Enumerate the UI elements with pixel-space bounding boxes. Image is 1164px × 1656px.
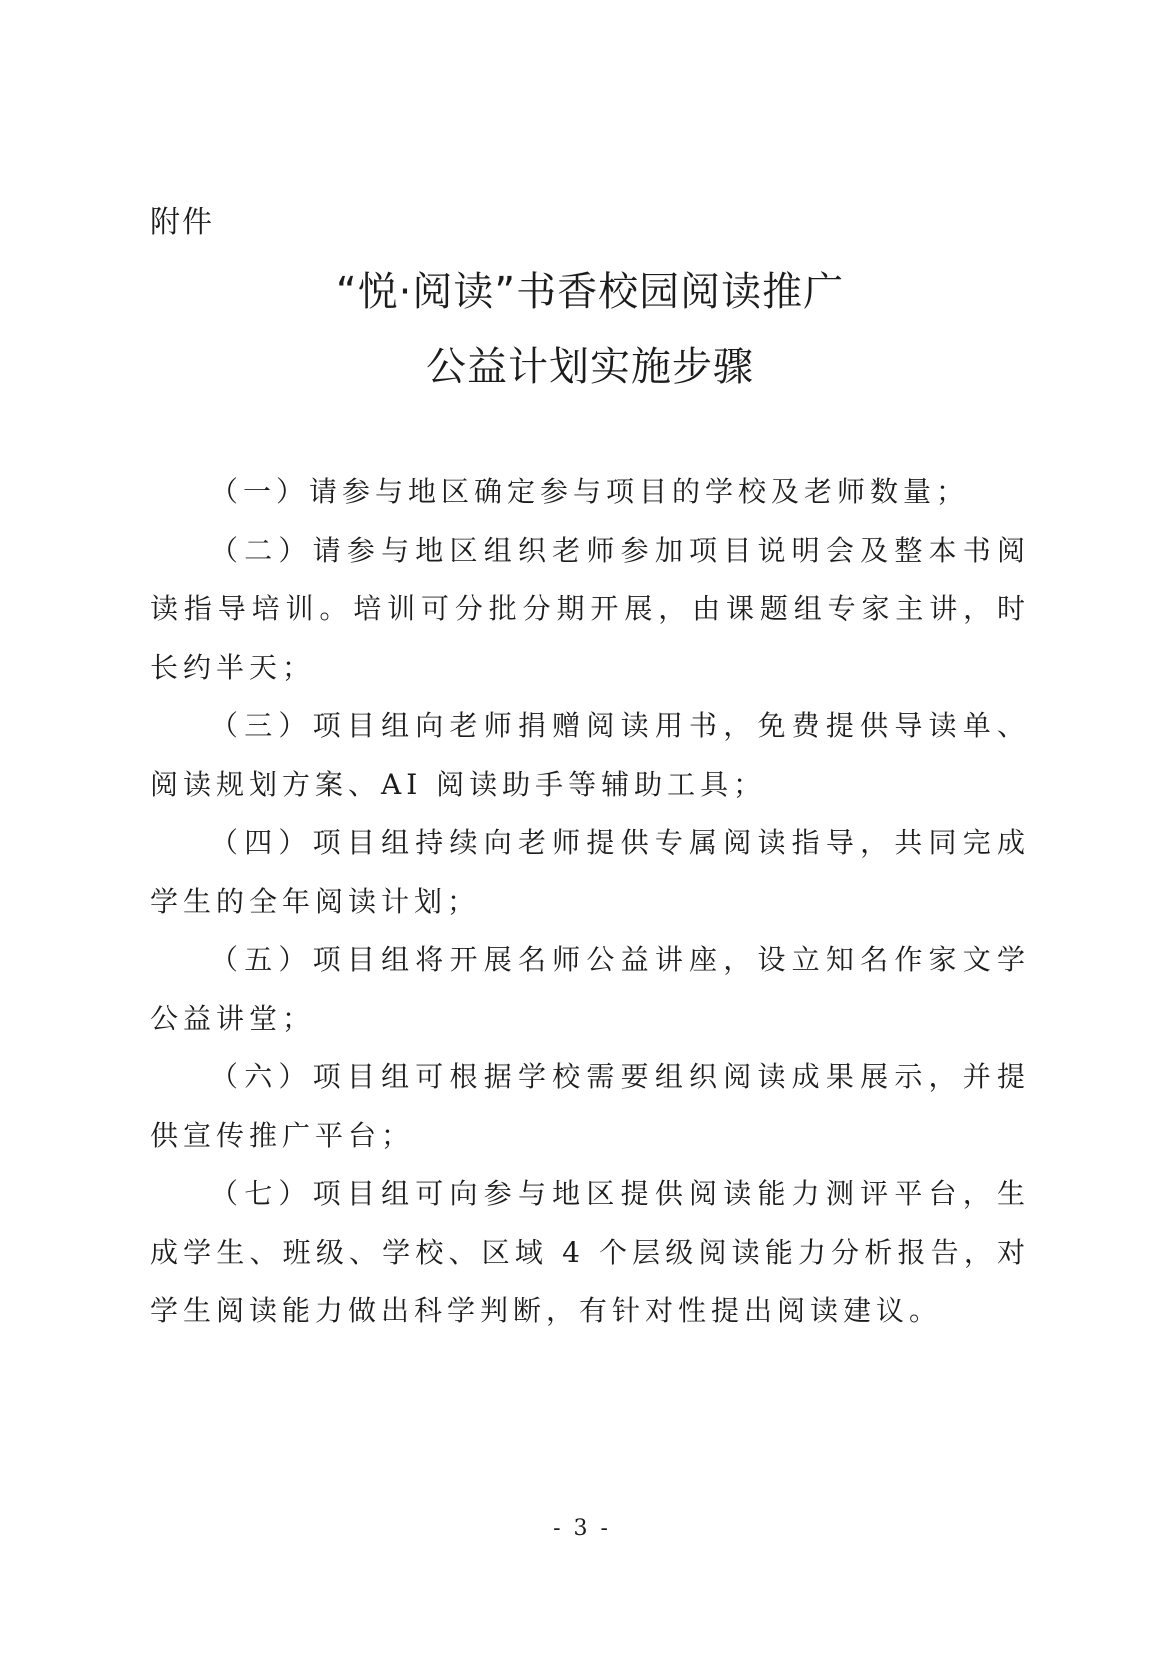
page-number: - 3 - — [553, 1516, 611, 1541]
step-paragraph-6: （六）项目组可根据学校需要组织阅读成果展示，并提供宣传推广平台； — [150, 1060, 1030, 1152]
step-paragraph-1: （一）请参与地区确定参与项目的学校及老师数量； — [210, 475, 970, 508]
step-paragraph-5: （五）项目组将开展名师公益讲座，设立知名作家文学公益讲堂； — [150, 943, 1030, 1035]
document-title-line-2: 公益计划实施步骤 — [426, 344, 754, 390]
step-paragraph-3: （三）项目组向老师捐赠阅读用书，免费提供导读单、阅读规划方案、AI 阅读助手等辅助工具； — [150, 709, 1030, 801]
step-paragraph-7: （七）项目组可向参与地区提供阅读能力测评平台，生成学生、班级、学校、区域 4 个层级阅读能力分析报告，对学生阅读能力做出科学判断，有针对性提出阅读建议。 — [150, 1177, 1030, 1327]
step-paragraph-2: （二）请参与地区组织老师参加项目说明会及整本书阅读指导培训。培训可分批分期开展，由课题组专家主讲，时长约半天； — [150, 533, 1030, 684]
document-title-line-1: “悦·阅读”书香校园阅读推广 — [335, 269, 845, 315]
step-paragraph-4: （四）项目组持续向老师提供专属阅读指导，共同完成学生的全年阅读计划； — [150, 826, 1030, 918]
attachment-label: 附件 — [150, 205, 214, 240]
document-body — [150, 463, 1030, 1341]
